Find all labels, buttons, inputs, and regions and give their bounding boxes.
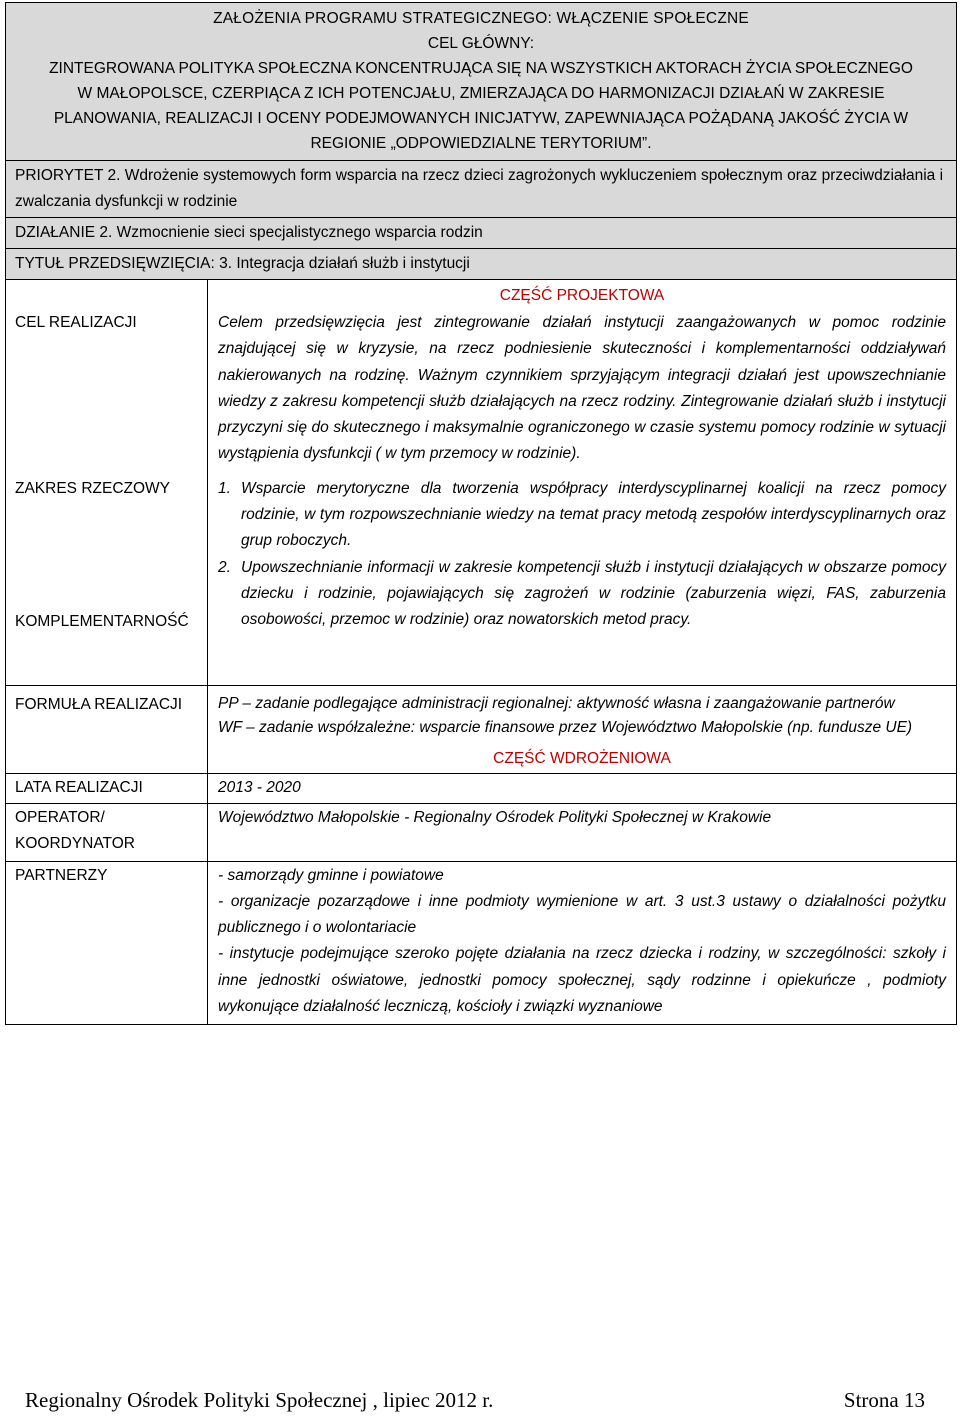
strategy-table xyxy=(5,2,957,1025)
main-goal-line: W MAŁOPOLSCE, CZERPIĄCA Z ICH POTENCJAŁU, ZMIERZAJĄCA DO HARMONIZACJI DZIAŁAŃ W ZAKRESIE xyxy=(77,85,885,102)
main-goal-line: REGIONIE „ODPOWIEDZIALNE TERYTORIUM”. xyxy=(310,135,652,152)
project-part-heading: CZĘŚĆ PROJEKTOWA xyxy=(499,287,665,304)
action-text: Wzmocnienie sieci specjalistycznego wsparcia rodzin xyxy=(116,224,483,241)
goal-label-cell xyxy=(6,280,208,472)
partner-line: - samorządy gminne i powiatowe xyxy=(218,866,444,884)
spacer-content-cell xyxy=(208,658,957,686)
footer-organization: Regionalny Ośrodek Polityki Społecznej , lipiec 2012 r. xyxy=(25,1388,494,1412)
formula-content-cell xyxy=(208,686,957,774)
main-goal-line: PLANOWANIA, REALIZACJI I OCENY PODEJMOWANYCH INICJATYW, ZAPEWNIAJĄCA POŻĄDANĄ JAKOŚĆ ŻYCIA W xyxy=(53,110,909,127)
page-number: Strona 13 xyxy=(843,1388,925,1412)
partner-line: - instytucje podejmujące szeroko pojęte działania na rzecz dziecka i rodziny, w szczególności: szkoły i inne jednostki oświatowe, jednostki pomocy społecznej, sądy rodzinne i opiekuńcze , podmioty wykonujące działalność leczniczą, kościoły i związki wyznaniowe xyxy=(218,945,946,1016)
years-value-cell xyxy=(208,774,957,803)
goal-content-cell xyxy=(208,280,957,472)
formula-label-cell xyxy=(6,686,208,774)
project-title-row xyxy=(6,249,957,280)
project-title-label: TYTUŁ PRZEDSIĘWZIĘCIA: 3. xyxy=(15,255,233,272)
priority-label: PRIORYTET 2. xyxy=(15,167,121,184)
program-title: ZAŁOŻENIA PROGRAMU STRATEGICZNEGO: WŁĄCZENIE SPOŁECZNE xyxy=(213,10,749,27)
list-item xyxy=(218,555,946,634)
spacer-label-cell xyxy=(6,658,208,686)
operator-value: Województwo Małopolskie - Regionalny Ośrodek Polityki Społecznej w Krakowie xyxy=(218,808,772,826)
partners-label-cell xyxy=(6,861,208,1025)
years-label-cell xyxy=(6,774,208,803)
years-label: LATA REALIZACJI xyxy=(15,779,143,797)
action-row xyxy=(6,218,957,249)
scope-label: ZAKRES RZECZOWY xyxy=(15,479,171,497)
list-text: Wsparcie merytoryczne dla tworzenia współpracy interdyscyplinarnej koalicji na rzecz pomocy rodzinie, w tym rozpowszechnianie wiedzy na temat pracy metodą zespołów interdyscyplinarnych oraz grup roboczych. xyxy=(241,479,946,550)
partners-label: PARTNERZY xyxy=(15,866,108,884)
list-number: 2. xyxy=(218,558,231,576)
formula-text xyxy=(208,686,956,744)
partner-line: - organizacje pozarządowe i inne podmioty wymienione w art. 3 ust.3 ustawy o działalności pożytku publicznego i o wolontariacie xyxy=(218,892,946,937)
main-goal-line: ZINTEGROWANA POLITYKA SPOŁECZNA KONCENTRUJĄCA SIĘ NA WSZYSTKICH AKTORACH ŻYCIA SPOŁECZNEGO xyxy=(49,60,913,77)
main-goal-label: CEL GŁÓWNY: xyxy=(427,35,535,52)
operator-value-cell xyxy=(208,803,957,861)
priority-row xyxy=(6,161,957,218)
project-title-text: Integracja działań służb i instytucji xyxy=(236,255,470,272)
goal-text: Celem przedsięwzięcia jest zintegrowanie działań instytucji zaangażowanych w pomoc rodzinie znajdującej się w kryzysie, na rzecz podniesienie skuteczności i komplementarności oddziaływań nakierowanych na rodzinę. Ważnym czynnikiem sprzyjającym integracji działań jest upowszechnianie wiedzy z zakresu kompetencji służb działających na rzecz rodziny. Zintegrowanie działań służb i instytucji przyczyni się do skutecznego i maksymalnie ograniczonego w czasie systemu pomocy rodzinie w sytuacji wystąpienia dysfunkcji ( w tym przemocy w rodzinie). xyxy=(218,314,946,463)
formula-line: WF – zadanie współzależne: wsparcie finansowe przez Województwo Małopolskie (np. fundusze UE) xyxy=(218,719,913,737)
partners-value-cell xyxy=(208,861,957,1025)
operator-label: KOORDYNATOR xyxy=(15,834,135,852)
program-header xyxy=(6,3,957,161)
list-text: Upowszechnianie informacji w zakresie kompetencji służb i instytucji działających w obszarze pomocy dziecku i rodzinie, pojawiających się zagrożeń w rodzinie (zaburzenia więzi, FAS, zaburzenia osobowości, przemoc w rodzinie) oraz nowatorskich metod pracy. xyxy=(241,558,946,629)
list-item xyxy=(218,476,946,555)
scope-content-cell xyxy=(208,472,957,658)
operator-label: OPERATOR/ xyxy=(15,808,105,826)
years-value: 2013 - 2020 xyxy=(218,779,301,797)
page-footer xyxy=(25,1388,925,1416)
scope-label-cell xyxy=(6,472,208,658)
implementation-part-heading: CZĘŚĆ WDROŻENIOWA xyxy=(493,750,671,768)
operator-label-cell xyxy=(6,803,208,861)
complementarity-label: KOMPLEMENTARNOŚĆ xyxy=(15,612,189,630)
goal-label: CEL REALIZACJI xyxy=(15,314,137,331)
list-number: 1. xyxy=(218,479,231,497)
formula-line: PP – zadanie podlegające administracji regionalnej: aktywność własna i zaangażowanie partnerów xyxy=(218,695,895,713)
action-label: DZIAŁANIE 2. xyxy=(15,224,113,241)
priority-text: Wdrożenie systemowych form wsparcia na rzecz dzieci zagrożonych wykluczeniem społecznym oraz przeciwdziałania i zwalczania dysfunkcji w rodzinie xyxy=(15,167,944,210)
formula-label: FORMUŁA REALIZACJI xyxy=(15,696,183,714)
